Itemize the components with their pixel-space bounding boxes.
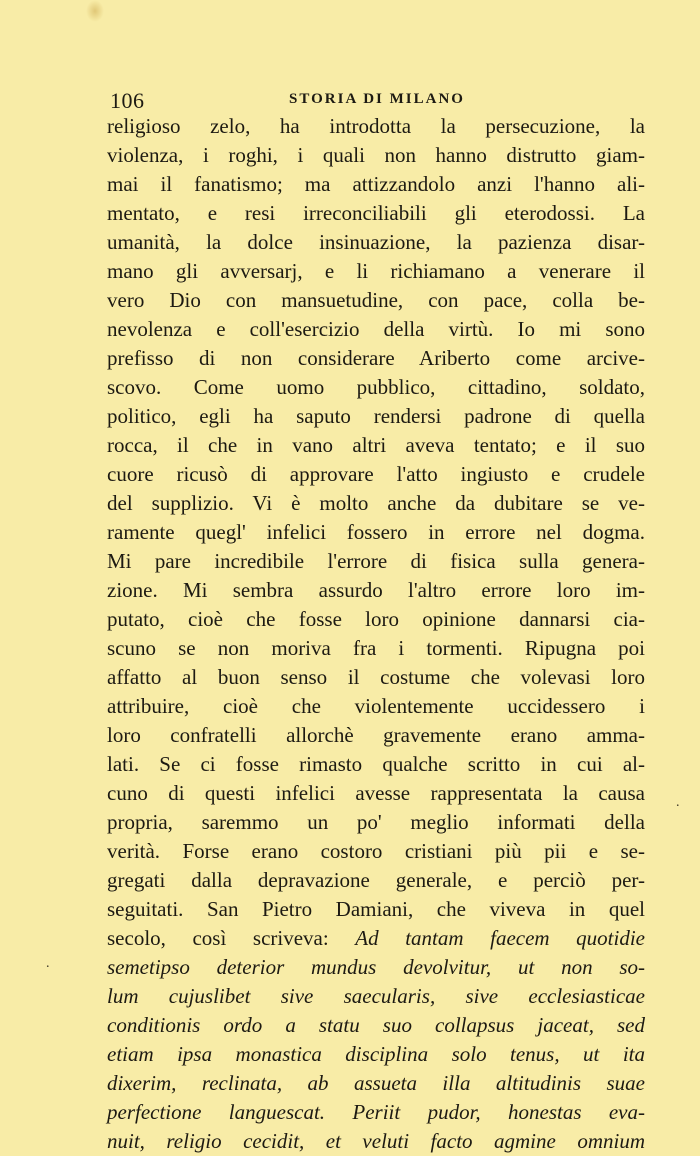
text-line: religioso zelo, ha introdotta la persecuzione, la	[107, 114, 645, 138]
text-line: umanità, la dolce insinuazione, la pazienza disar-	[107, 230, 645, 254]
left-margin-mark: .	[46, 956, 50, 971]
text-line: cuno di questi infelici avesse rappresentata la causa	[107, 781, 645, 805]
mixed-text-line	[107, 924, 645, 953]
text-line: propria, saremmo un po' meglio informati della	[107, 810, 645, 834]
right-margin-mark: .	[676, 795, 680, 810]
latin-quotation-line: perfectione languescat. Periit pudor, honestas eva-	[107, 1100, 645, 1124]
text-line: lati. Se ci fosse rimasto qualche scritto in cui al-	[107, 752, 645, 776]
text-line: seguitati. San Pietro Damiani, che viveva in quel	[107, 897, 645, 921]
body-text	[107, 112, 645, 1156]
text-line: zione. Mi sembra assurdo l'altro errore loro im-	[107, 578, 645, 602]
text-line: vero Dio con mansuetudine, con pace, colla be-	[107, 288, 645, 312]
text-line: prefisso di non considerare Ariberto come arcive-	[107, 346, 645, 370]
latin-quotation-line: etiam ipsa monastica disciplina solo tenus, ut ita	[107, 1042, 645, 1066]
text-line: cuore ricusò di approvare l'atto ingiusto e crudele	[107, 462, 645, 486]
text-line: mentato, e resi irreconciliabili gli eterodossi. La	[107, 201, 645, 225]
latin-quotation-line: semetipso deterior mundus devolvitur, ut non so-	[107, 955, 645, 979]
text-line: mai il fanatismo; ma attizzandolo anzi l'hanno ali-	[107, 172, 645, 196]
latin-quotation-line: nuit, religio cecidit, et veluti facto agmine omnium	[107, 1129, 645, 1153]
text-line: rocca, il che in vano altri aveva tentato; e il suo	[107, 433, 645, 457]
text-line: violenza, i roghi, i quali non hanno distrutto giam-	[107, 143, 645, 167]
latin-quotation-start: Ad tantam faecem quotidie	[355, 926, 645, 950]
text-line: ramente quegl' infelici fossero in errore nel dogma.	[107, 520, 645, 544]
text-line: gregati dalla depravazione generale, e perciò per-	[107, 868, 645, 892]
page-number: 106	[110, 88, 145, 113]
text-line: affatto al buon senso il costume che volevasi loro	[107, 665, 645, 689]
latin-quotation-line: lum cujuslibet sive saecularis, sive ecclesiasticae	[107, 984, 645, 1008]
text-line: politico, egli ha saputo rendersi padrone di quella	[107, 404, 645, 428]
text-line: verità. Forse erano costoro cristiani più pii e se-	[107, 839, 645, 863]
text-line: scovo. Come uomo pubblico, cittadino, soldato,	[107, 375, 645, 399]
latin-quotation-line: dixerim, reclinata, ab assueta illa altitudinis suae	[107, 1071, 645, 1095]
running-title: STORIA DI MILANO	[289, 91, 465, 107]
roman-fragment: secolo, così scriveva:	[107, 926, 356, 950]
text-line: nevolenza e coll'esercizio della virtù. Io mi sono	[107, 317, 645, 341]
latin-quotation-line: conditionis ordo a statu suo collapsus jaceat, sed	[107, 1013, 645, 1037]
text-line: del supplizio. Vi è molto anche da dubitare se ve-	[107, 491, 645, 515]
text-line: Mi pare incredibile l'errore di fisica sulla genera-	[107, 549, 645, 573]
text-line: putato, cioè che fosse loro opinione dannarsi cia-	[107, 607, 645, 631]
text-line: scuno se non moriva fra i tormenti. Ripugna poi	[107, 636, 645, 660]
paper-stain	[86, 0, 104, 22]
text-line: mano gli avversarj, e li richiamano a venerare il	[107, 259, 645, 283]
text-line: attribuire, cioè che violentemente uccidessero i	[107, 694, 645, 718]
text-line: loro confratelli allorchè gravemente erano amma-	[107, 723, 645, 747]
